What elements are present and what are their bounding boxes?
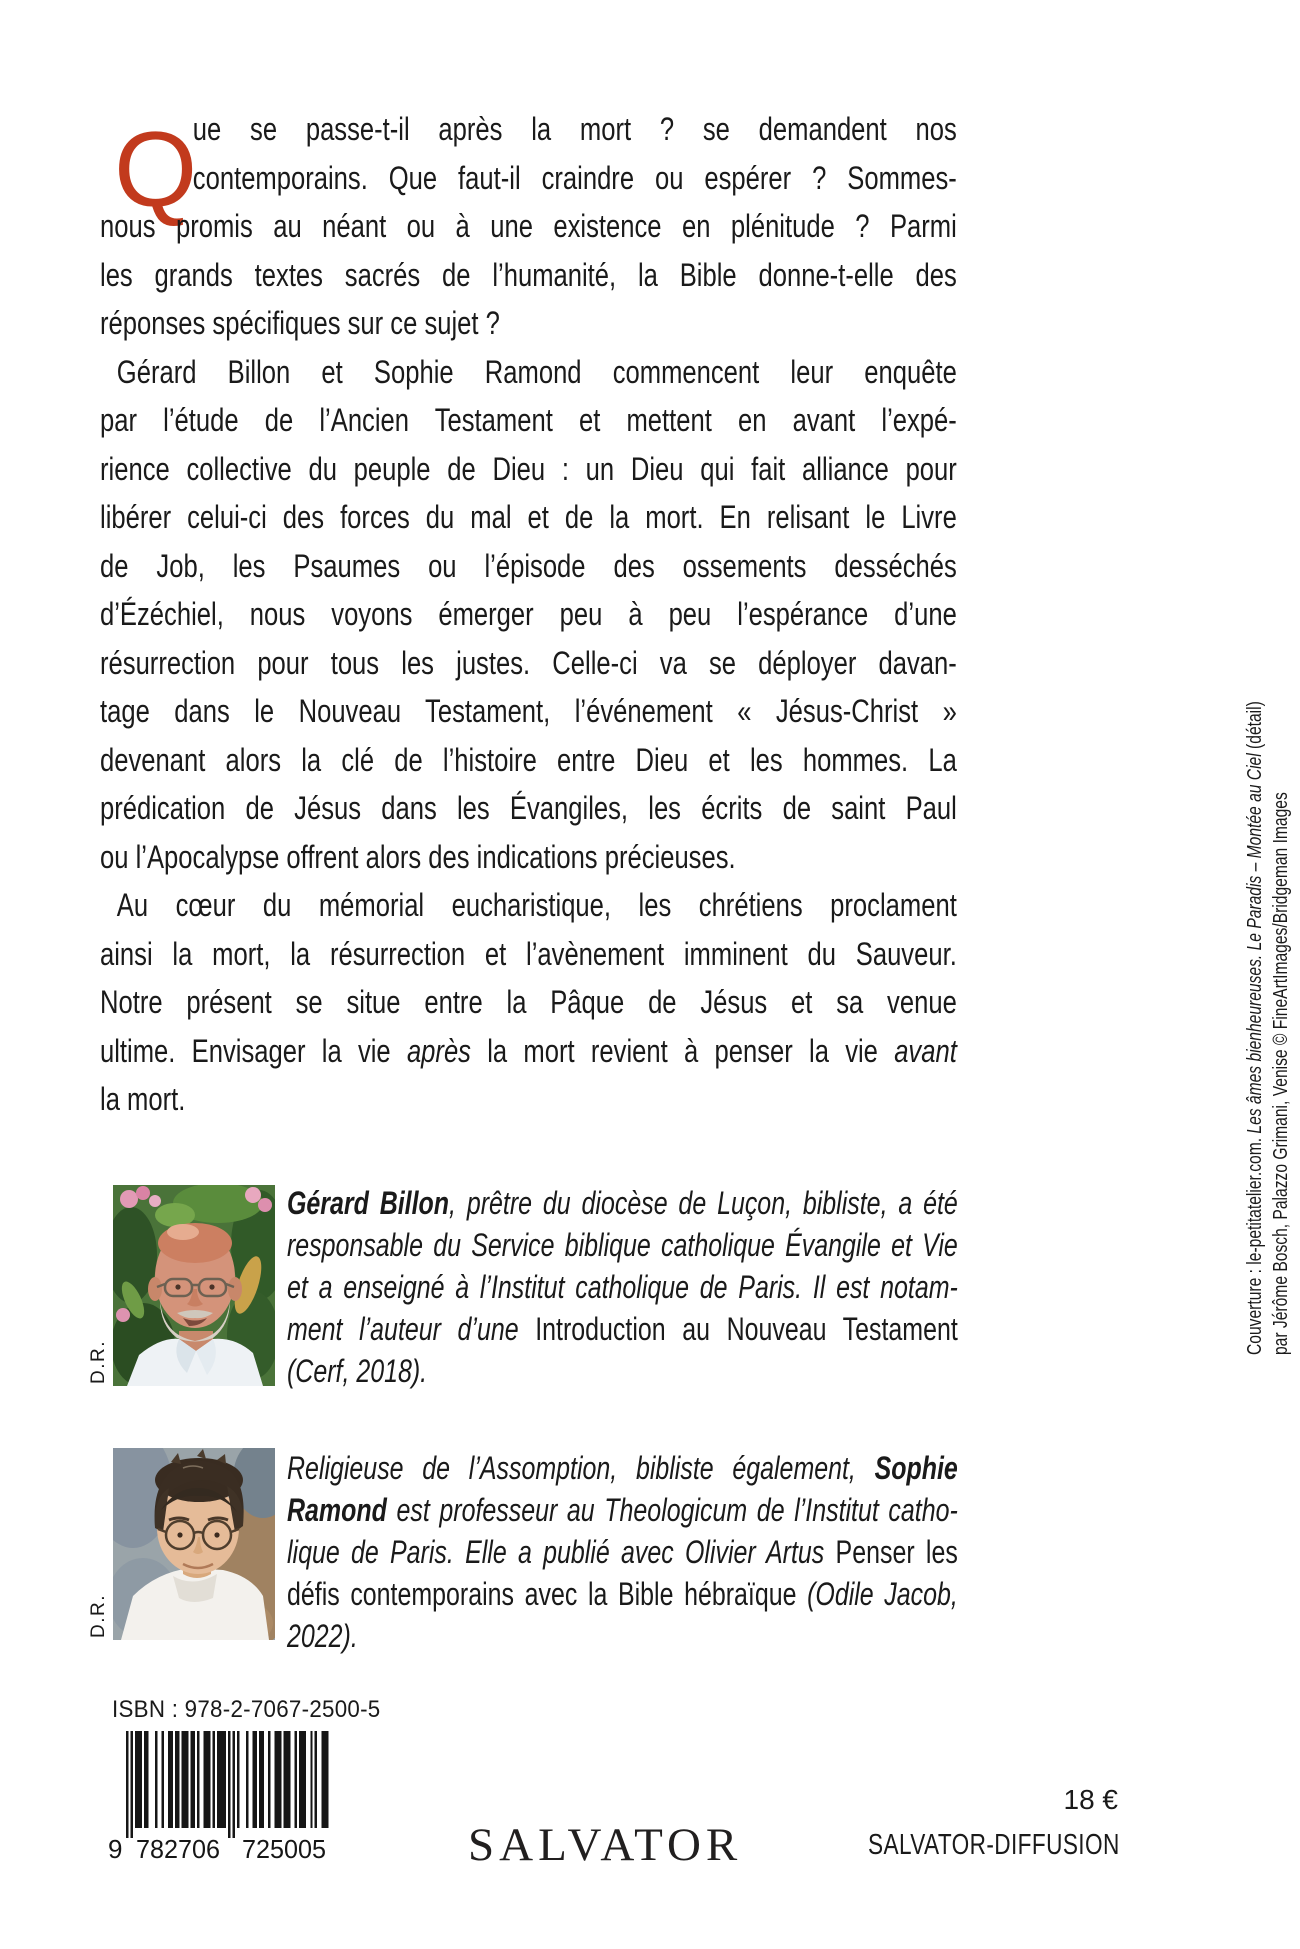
publisher-logo: SALVATOR [468,1819,743,1871]
svg-text:9: 9 [108,1834,123,1861]
bio-text-gerard-billon [287,1182,958,1392]
text-line: réponses spécifiques sur ce sujet ? [100,305,500,341]
paragraph [100,881,957,1124]
text-line: Gérard Billon, prêtre du diocèse de Luçon, bibliste, a été [287,1185,958,1221]
text-line: ou l’Apocalypse offrent alors des indications précieuses. [100,838,736,875]
text-line: défis contemporains avec la Bible hébraïque (Odile Jacob, [287,1576,958,1612]
text-line: tage dans le Nouveau Testament, l’événement « Jésus-Christ » [100,693,957,729]
paragraph-lines [100,881,957,1124]
isbn-text: ISBN : 978-2-7067-2500-5 [112,1696,381,1723]
text-line: rience collective du peuple de Dieu : un Dieu qui fait alliance pour [100,450,957,487]
text-line: résurrection pour tous les justes. Celle-ci va se déployer davan- [100,644,957,681]
photo-credit: D.R. [88,1340,109,1384]
text-line: Notre présent se situe entre la Pâque de Jésus et sa venue [100,984,957,1020]
text-line: ue se passe-t-il après la mort ? se demandent nos [192,111,957,147]
photo-credit: D.R. [88,1594,109,1638]
text-line: par l’étude de l’Ancien Testament et mettent en avant l’expé- [100,402,957,438]
text-line: Au cœur du mémorial eucharistique, les chrétiens proclament [116,887,957,923]
drop-cap-spacer [100,105,193,197]
text-line: de Job, les Psaumes ou l’épisode des ossements desséchés [100,547,957,584]
text-line: d’Ézéchiel, nous voyons émerger peu à peu l’espérance d’une [100,596,957,632]
text-line: Couverture : le-petitatelier.com. Les âmes bienheureuses. Le Paradis – Montée au Ciel (détail) [1244,701,1266,1355]
price-label: 18 € [1063,1784,1118,1815]
text-line: nous promis au néant ou à une existence en plénitude ? Parmi [100,208,957,244]
text-line: ultime. Envisager la vie après la mort revient à penser la vie avant [100,1032,957,1069]
text-line: la mort. [100,1081,186,1117]
text-line: lique de Paris. Elle a publié avec Olivier Artus Penser les [287,1534,958,1570]
text-line: les grands textes sacrés de l’humanité, la Bible donne-t-elle des [100,256,957,293]
text-line: contemporains. Que faut-il craindre ou espérer ? Sommes- [192,159,957,196]
paragraph [100,105,957,348]
text-line: libérer celui-ci des forces du mal et de la mort. En relisant le Livre [100,499,957,535]
ean13-barcode [102,1731,342,1861]
back-cover-text [100,105,957,1124]
text-line: ment l’auteur d’une Introduction au Nouveau Testament [287,1311,958,1347]
drop-cap-letter: Q [114,109,198,229]
distributor-label: SALVATOR-DIFFUSION [868,1829,1120,1861]
text-line: ainsi la mort, la résurrection et l’avènement imminent du Sauveur. [100,935,957,972]
cover-credits [1242,701,1296,1357]
text-line: Gérard Billon et Sophie Ramond commencent leur enquête [116,353,957,390]
author-photo-sophie-ramond [113,1448,275,1640]
text-line: Ramond est professeur au Theologicum de l’Institut catho- [287,1492,958,1528]
paragraph-lines [100,105,957,348]
cover-credits-text [1242,701,1296,1355]
svg-text:725005: 725005 [242,1834,326,1861]
author-photo-gerard-billon [113,1185,275,1386]
text-line: et a enseigné à l’Institut catholique de Paris. Il est notam- [287,1269,958,1305]
svg-text:782706: 782706 [136,1834,220,1861]
text-line: Religieuse de l’Assomption, bibliste également, Sophie [287,1450,958,1486]
paragraph-lines [100,348,957,882]
text-line: prédication de Jésus dans les Évangiles, les écrits de saint Paul [100,790,957,826]
text-line: par Jérôme Bosch, Palazzo Grimani, Venise © FineArtImages/Bridgeman Images [1270,792,1292,1355]
text-line: 2022). [287,1618,358,1654]
bio-text-sophie-ramond [287,1447,958,1657]
text-line: devenant alors la clé de l’histoire entre Dieu et les hommes. La [100,741,957,778]
text-line: responsable du Service biblique catholique Évangile et Vie [287,1227,958,1263]
paragraph [100,348,957,882]
text-line: (Cerf, 2018). [287,1353,428,1389]
